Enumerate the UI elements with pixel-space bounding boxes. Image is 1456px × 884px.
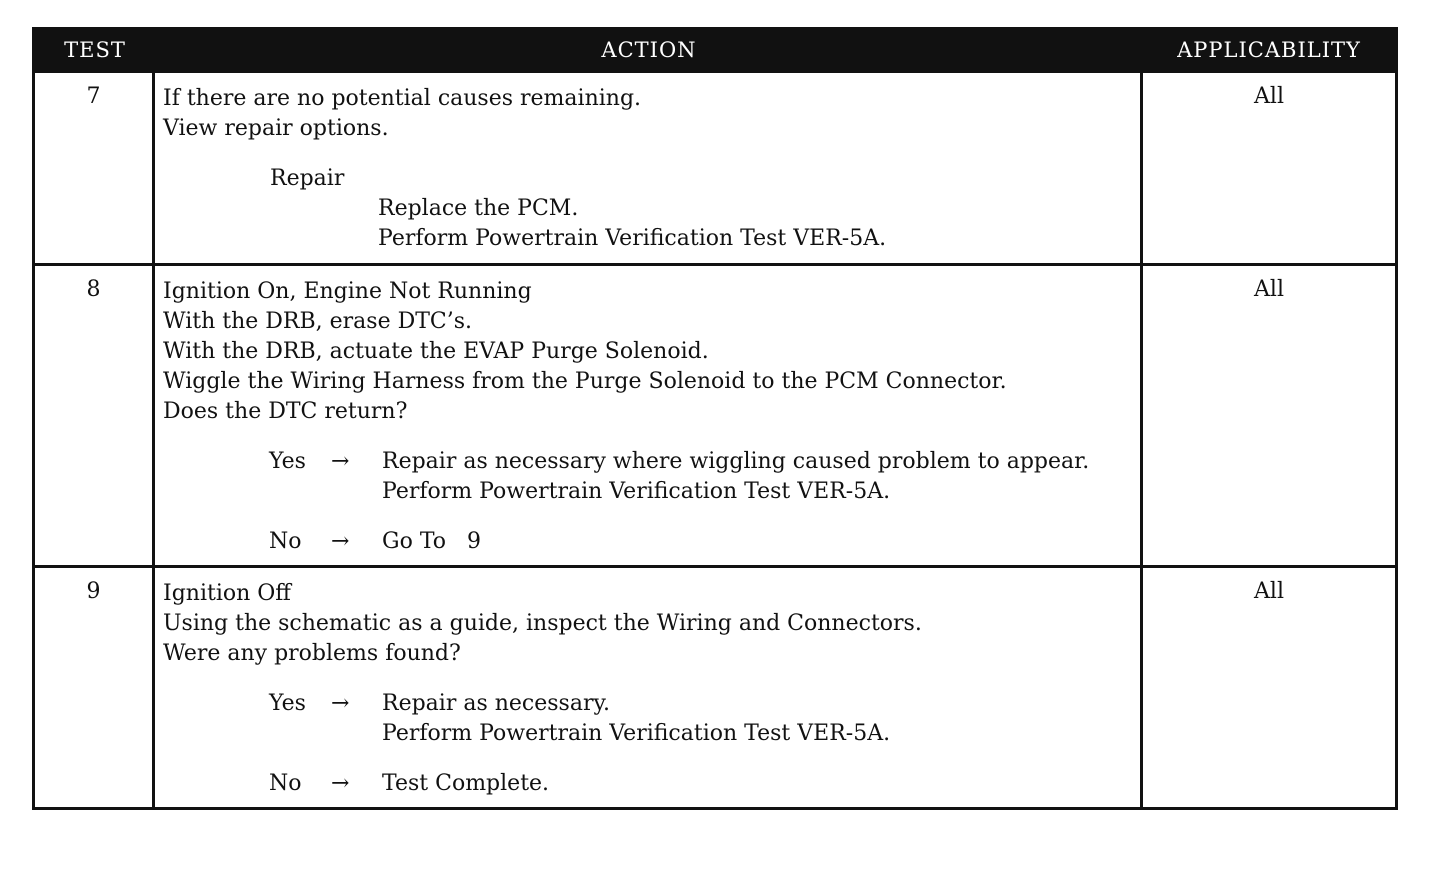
no-option (163, 769, 1132, 799)
table-row (35, 70, 1395, 263)
no-text: Go To 9 (382, 529, 481, 554)
action-line: Were any problems found? (163, 641, 461, 666)
arrow-icon: → (331, 449, 350, 474)
no-label: No (269, 529, 302, 554)
repair-label: Repair (270, 166, 345, 191)
applicability-cell: All (1254, 277, 1284, 302)
yes-line: Perform Powertrain Verification Test VER-5A. (382, 479, 891, 504)
yes-line: Repair as necessary where wiggling caused problem to appear. (382, 449, 1090, 474)
action-line: Using the schematic as a guide, inspect the Wiring and Connectors. (163, 611, 922, 636)
table-header (35, 30, 1395, 70)
repair-line: Replace the PCM. (378, 196, 579, 221)
header-test: TEST (64, 38, 126, 62)
arrow-icon: → (331, 529, 350, 554)
arrow-icon: → (331, 771, 350, 796)
yes-label: Yes (269, 449, 306, 474)
action-line: Wiggle the Wiring Harness from the Purge Solenoid to the PCM Connector. (163, 369, 1007, 394)
action-line: View repair options. (163, 116, 389, 141)
header-applicability: APPLICABILITY (1177, 38, 1361, 62)
action-line: Ignition Off (163, 581, 291, 606)
table-row (35, 263, 1395, 565)
arrow-icon: → (331, 691, 350, 716)
action-line: With the DRB, erase DTC’s. (163, 309, 473, 334)
yes-option (163, 447, 1132, 507)
action-cell (155, 73, 1143, 263)
diagnostic-table (32, 27, 1398, 810)
action-line: With the DRB, actuate the EVAP Purge Solenoid. (163, 339, 709, 364)
yes-option (163, 689, 1132, 749)
no-label: No (269, 771, 302, 796)
test-number: 7 (35, 73, 155, 263)
yes-label: Yes (269, 691, 306, 716)
test-number: 9 (35, 568, 155, 807)
test-number: 8 (35, 266, 155, 565)
table-row (35, 565, 1395, 807)
applicability-cell: All (1254, 579, 1284, 604)
action-cell (155, 266, 1143, 565)
no-text: Test Complete. (382, 771, 550, 796)
header-action: ACTION (601, 38, 697, 62)
yes-line: Perform Powertrain Verification Test VER-5A. (382, 721, 891, 746)
action-cell (155, 568, 1143, 807)
yes-line: Repair as necessary. (382, 691, 610, 716)
applicability-cell: All (1254, 84, 1284, 109)
action-line: Ignition On, Engine Not Running (163, 279, 532, 304)
action-line: Does the DTC return? (163, 399, 408, 424)
action-line: If there are no potential causes remaining. (163, 86, 642, 111)
no-option (163, 527, 1132, 557)
repair-line: Perform Powertrain Verification Test VER-5A. (378, 226, 887, 251)
